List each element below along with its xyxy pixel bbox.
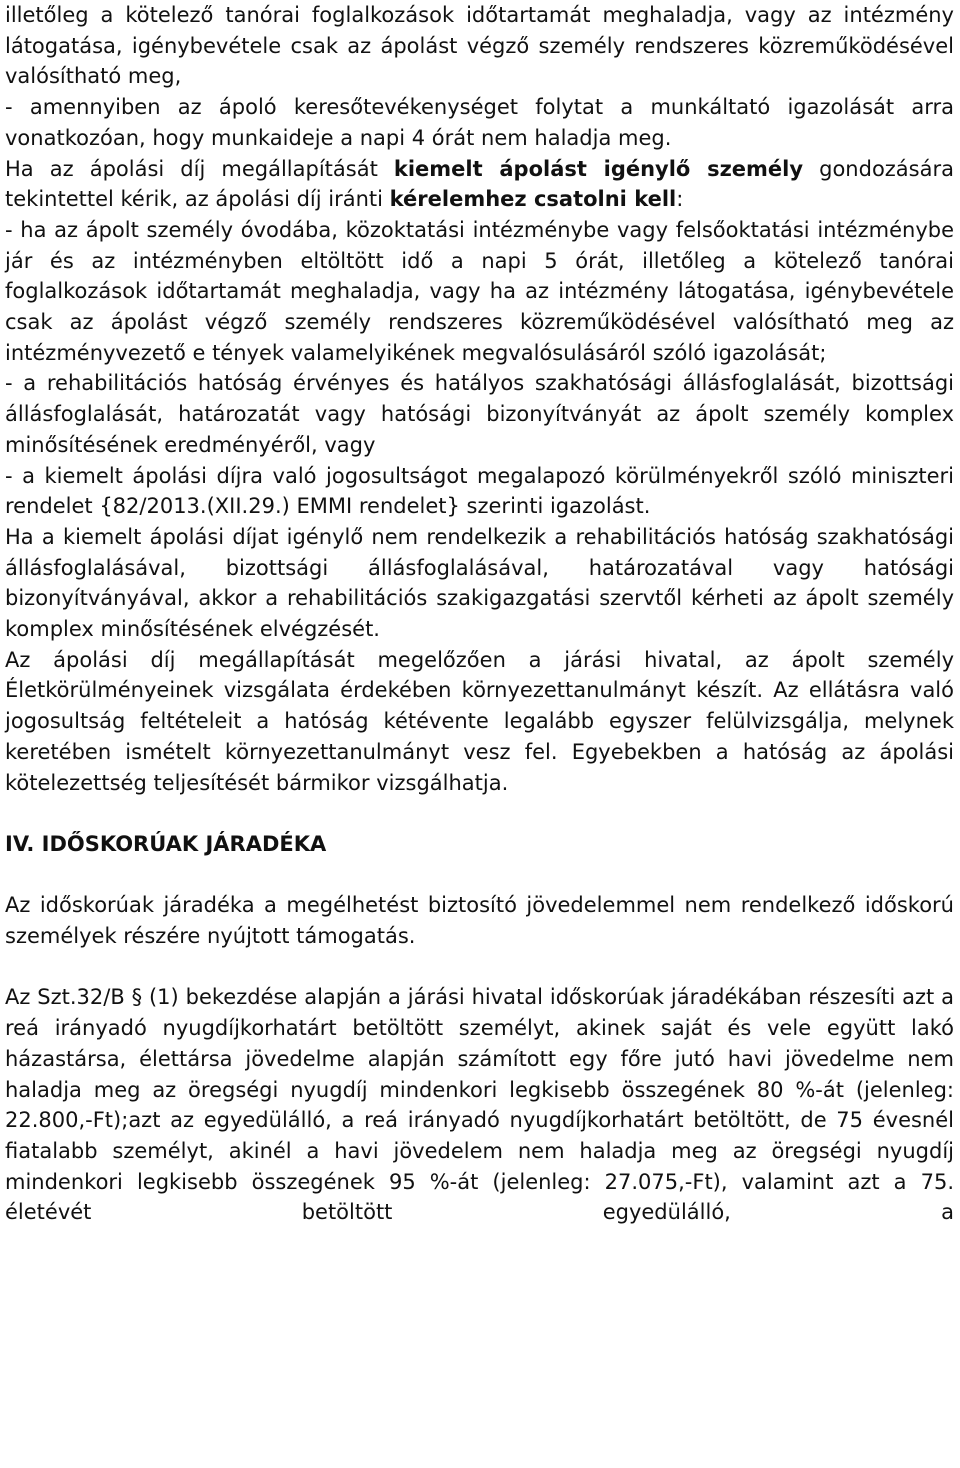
spacer: [5, 952, 954, 983]
paragraph-kiemelt-apolas-mid: gondozására tekintettel kérik, az ápolási díj iránti: [5, 156, 954, 212]
list-item-miniszteri-rendelet: - a kiemelt ápolási díjra való jogosultságot megalapozó körülményekről szóló miniszteri rendelet {82/2013.(XII.29.) EMMI rendelet} szerinti igazolást.: [5, 463, 954, 519]
paragraph-intezmeny-latogatasa: illetőleg a kötelező tanórai foglalkozások időtartamát meghaladja, vagy az intézmény látogatása, igénybevétele csak az ápolást végző személy rendszeres közreműködésével valósítható meg,: [5, 3, 954, 89]
bold-kiemelt-apolast-igenylo: kiemelt ápolást igénylő személy: [393, 156, 804, 181]
list-item-rehabilitacios-hatosag: - a rehabilitációs hatóság érvényes és hatályos szakhatósági állásfoglalását, bizottsági állásfoglalását, határozatát vagy hatósági bizonyítványát az ápolt személy komplex minősítésének eredményéről, vagy: [5, 371, 954, 457]
paragraph-szt-32b: Az Szt.32/B § (1) bekezdése alapján a járási hivatal időskorúak járadékában részesíti azt a reá irányadó nyugdíjkorhatárt betöltött személyt, akinek saját és vele együtt lakó házastársa, élettársa jövedelme alapján számított egy főre jutó havi jövedelme nem haladja meg az öregségi nyugdíj mindenkori legkisebb összegének 80 %-át (jelenleg: 22.800,-Ft);azt az egyedülálló, a reá irányadó nyugdíjkorhatárt betöltött, de 75 évesnél fiatalabb személyt, akinél a havi jövedelem nem haladja meg az öregségi nyugdíj mindenkori legkisebb összegének 95 %-át (jelenleg: 27.075,-Ft), valamint azt a 75. életévét betöltött egyedülálló, a: [5, 985, 954, 1225]
paragraph-komplex-minosites: Ha a kiemelt ápolási díjat igénylő nem rendelkezik a rehabilitációs hatóság szakhatósági állásfoglalásával, bizottsági állásfoglalásával, határozatával vagy hatósági bizonyítványával, akkor a rehabilitációs szakigazgatási szervtől kérheti az ápolt személy komplex minősítésének elvégzését.: [5, 524, 954, 642]
paragraph-kiemelt-apolas-colon: :: [676, 187, 684, 212]
list-item-ovoda-kozoktatas: - ha az ápolt személy óvodába, közoktatási intézménybe vagy felsőoktatási intézménybe jár és az intézményben eltöltött idő a napi 5 órát, illetőleg a kötelező tanórai foglalkozások időtartamát meghaladja, vagy ha az intézmény látogatása, igénybevétele csak az ápolást végző személy rendszeres közreműködésével valósítható meg az intézményvezető e tények valamelyikének megvalósulásáról szóló igazolását;: [5, 217, 954, 365]
spacer: [5, 860, 954, 891]
section-heading: IV. IDŐSKORÚAK JÁRADÉKA: [5, 831, 327, 856]
spacer: [5, 798, 954, 829]
paragraph-apolo-keresotevekenyseg: - amennyiben az ápoló keresőtevékenységet folytat a munkáltató igazolását arra vonatkozóan, hogy munkaideje a napi 4 órát nem haladja meg.: [5, 95, 954, 150]
paragraph-kiemelt-apolas: [5, 154, 954, 215]
bold-kerelemhez-csatolni: kérelemhez csatolni kell: [389, 187, 677, 212]
paragraph-idoskoruak-jaradeka-definicio: Az időskorúak járadéka a megélhetést biztosító jövedelemmel nem rendelkező időskorú személyek részére nyújtott támogatás.: [5, 893, 954, 949]
paragraph-kiemelt-apolas-intro: Ha az ápolási díj megállapítását: [5, 156, 394, 181]
paragraph-kornyezettanulmany: Az ápolási díj megállapítását megelőzően a járási hivatal, az ápolt személy Életkörülményeinek vizsgálata érdekében környezettanulmányt készít. Az ellátásra való jogosultság feltételeit a hatóság kétévente legalább egyszer felülvizsgálja, melynek keretében ismételt környezettanulmányt vesz fel. Egyebekben a hatóság az ápolási kötelezettség teljesítését bármikor vizsgálhatja.: [5, 647, 954, 795]
